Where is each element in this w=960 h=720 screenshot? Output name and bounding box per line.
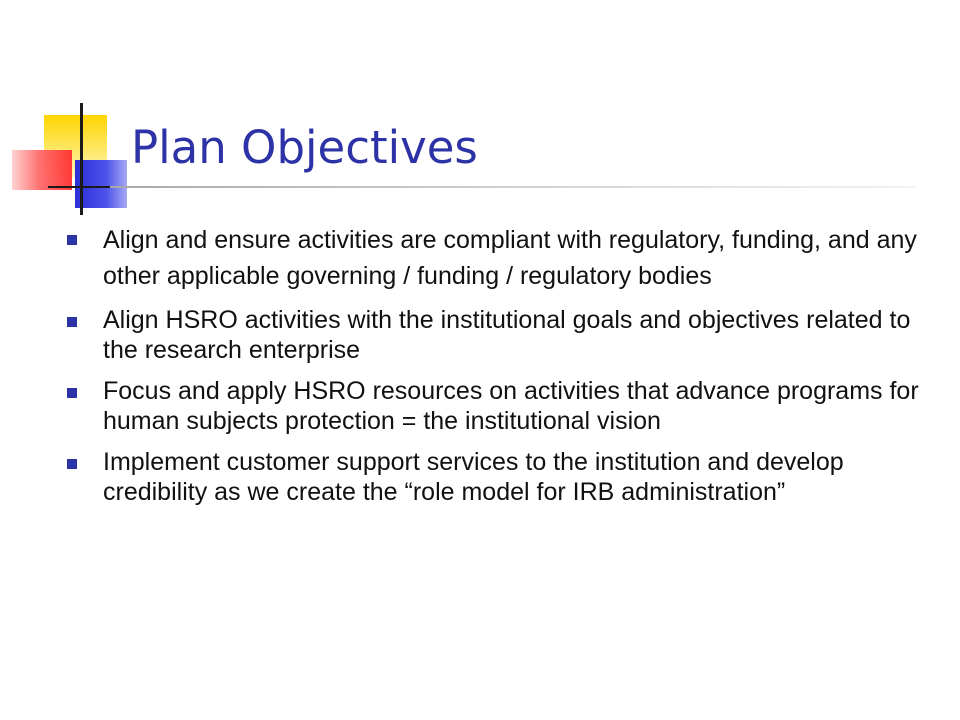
horizontal-line-decoration: [48, 186, 110, 188]
bullet-item: [67, 222, 937, 294]
slide-title: Plan Objectives: [131, 121, 478, 174]
square-bullet-icon: [67, 317, 77, 327]
vertical-line-decoration: [80, 103, 83, 215]
bullet-text: Implement customer support services to the institution and develop credibility as we create the “role model for IRB administration”: [103, 448, 844, 506]
title-underline-rule: [110, 186, 915, 188]
bullet-item: [67, 305, 937, 365]
bullet-text: Focus and apply HSRO resources on activities that advance programs for human subjects protection = the institutional vision: [103, 377, 919, 435]
bullet-item: [67, 376, 937, 436]
square-bullet-icon: [67, 459, 77, 469]
square-bullet-icon: [67, 388, 77, 398]
square-bullet-icon: [67, 235, 77, 245]
bullet-list: [67, 222, 937, 518]
bullet-item: [67, 447, 937, 507]
red-square-decoration: [12, 150, 72, 190]
bullet-text: Align and ensure activities are compliant with regulatory, funding, and any other applicable governing / funding / regulatory bodies: [103, 226, 917, 290]
bullet-text: Align HSRO activities with the institutional goals and objectives related to the research enterprise: [103, 306, 911, 364]
